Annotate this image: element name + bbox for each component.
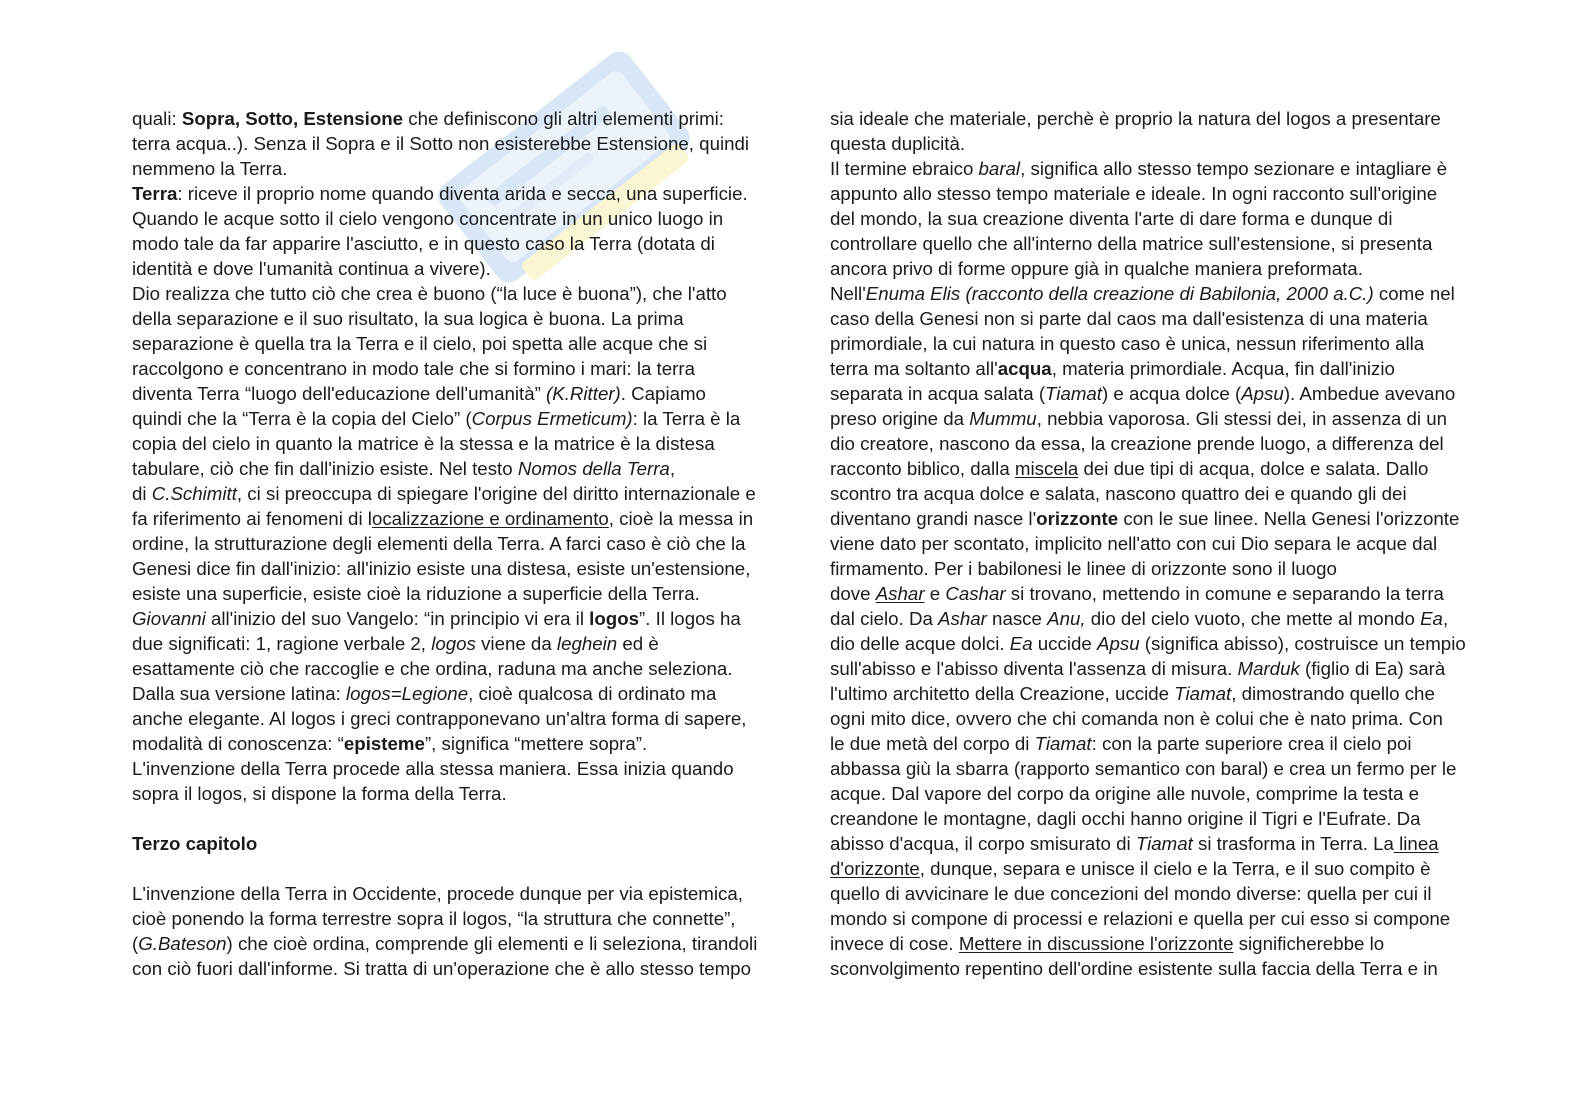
- text-run: si trovano, mettendo in comune e separando la terra: [1005, 583, 1444, 604]
- text-line: [830, 106, 1490, 131]
- text-line: [830, 256, 1490, 281]
- text-run: (figlio di Ea) sarà: [1299, 658, 1446, 679]
- italic-text: logos=Legione: [346, 683, 469, 704]
- text-line: [830, 831, 1490, 856]
- text-run: . Capiamo: [620, 383, 706, 404]
- italic-text: Tiamat: [1045, 383, 1102, 404]
- italic-text: leghein: [556, 633, 618, 654]
- text-line: [830, 331, 1490, 356]
- text-run: quello di avvicinare le due concezioni del mondo diverse: quella per cui il: [830, 883, 1432, 904]
- italic-text: Anu,: [1047, 608, 1086, 629]
- text-run: diventa Terra “luogo dell'educazione dell'umanità”: [132, 383, 547, 404]
- text-run: , dimostrando quello che: [1231, 683, 1435, 704]
- bold-text: episteme: [343, 733, 425, 754]
- text-line: [830, 281, 1490, 306]
- text-run: (significa abisso), costruisce un tempio: [1139, 633, 1466, 654]
- italic-text: Tiamat: [1174, 683, 1232, 704]
- text-run: terra ma soltanto all': [830, 358, 998, 379]
- text-run: , dunque, separa e unisce il cielo e la Terra, e il suo compito è: [919, 858, 1431, 879]
- underlined-text: miscela: [1014, 458, 1079, 479]
- italic-text: Giovanni: [132, 608, 206, 629]
- text-run: dio del cielo vuoto, che mette al mondo: [1085, 608, 1421, 629]
- text-run: ”, significa “mettere sopra”.: [424, 733, 648, 754]
- text-run: ordine, la strutturazione degli elementi della Terra. A farci caso è ciò che la: [132, 533, 746, 554]
- text-line: [132, 906, 792, 931]
- text-line: [132, 531, 792, 556]
- bold-text: Terra: [132, 183, 178, 204]
- left-column: [132, 106, 792, 981]
- text-line: [132, 556, 792, 581]
- text-line: [132, 631, 792, 656]
- text-run: quindi che la “Terra è la copia del Cielo” (: [132, 408, 472, 429]
- italic-text: Ashar: [938, 608, 987, 629]
- text-line: [132, 731, 792, 756]
- text-run: acque. Dal vapore del corpo da origine alle nuvole, comprime la testa e: [830, 783, 1419, 804]
- text-line: [132, 656, 792, 681]
- text-run: Genesi dice fin dall'inizio: all'inizio esiste una distesa, esiste un'estensione,: [132, 558, 751, 579]
- text-run: nemmeno la Terra.: [132, 158, 288, 179]
- bold-text: Sopra, Sotto, Estensione: [181, 108, 404, 129]
- text-line: [132, 106, 792, 131]
- text-run: dal cielo. Da: [830, 608, 939, 629]
- text-run: abbassa giù la sbarra (rapporto semantico con baral) e crea un fermo per le: [830, 758, 1457, 779]
- italic-text: logos: [431, 633, 476, 654]
- text-line: [132, 406, 792, 431]
- text-run: scontro tra acqua dolce e salata, nascono quattro dei e quando gli dei: [830, 483, 1407, 504]
- text-run: sia ideale che materiale, perchè è proprio la natura del logos a presentare: [830, 108, 1441, 129]
- text-run: Nell': [830, 283, 866, 304]
- italic-text: Ea: [1420, 608, 1443, 629]
- text-line: [830, 381, 1490, 406]
- text-line: [132, 506, 792, 531]
- text-run: creandone le montagne, dagli occhi hanno origine il Tigri e l'Eufrate. Da: [830, 808, 1421, 829]
- text-run: esattamente ciò che raccoglie e che ordina, raduna ma anche seleziona.: [132, 658, 733, 679]
- bold-text: logos: [589, 608, 640, 629]
- text-run: ,: [1442, 608, 1449, 629]
- text-line: [132, 481, 792, 506]
- italic-text: (K.Ritter): [546, 383, 621, 404]
- text-line: [830, 931, 1490, 956]
- text-run: l'ultimo architetto della Creazione, uccide: [830, 683, 1175, 704]
- text-line: [830, 606, 1490, 631]
- text-run: , ci si preoccupa di spiegare l'origine del diritto internazionale e: [236, 483, 756, 504]
- italic-text: Mummu: [969, 408, 1037, 429]
- text-line: [132, 606, 792, 631]
- text-line: [132, 181, 792, 206]
- text-run: terra acqua..). Senza il Sopra e il Sotto non esisterebbe Estensione, quindi: [132, 133, 750, 154]
- text-run: copia del cielo in quanto la matrice è la stessa e la matrice è la distesa: [132, 433, 715, 454]
- text-line: [830, 506, 1490, 531]
- text-line: [132, 306, 792, 331]
- text-run: Dio realizza che tutto ciò che crea è buono (“la luce è buona”), che l'atto: [132, 283, 727, 304]
- text-line: [830, 581, 1490, 606]
- text-line: [830, 156, 1490, 181]
- text-run: racconto biblico, dalla: [830, 458, 1015, 479]
- text-line: [132, 156, 792, 181]
- text-run: , nebbia vaporosa. Gli stessi dei, in assenza di un: [1036, 408, 1448, 429]
- bold-text: acqua: [997, 358, 1052, 379]
- text-run: ,: [669, 458, 676, 479]
- text-line: [830, 231, 1490, 256]
- text-line: [830, 806, 1490, 831]
- text-line: [132, 331, 792, 356]
- text-line: [830, 856, 1490, 881]
- text-run: modalità di conoscenza: “: [132, 733, 344, 754]
- blank-line: [132, 806, 792, 831]
- text-line: [132, 956, 792, 981]
- text-run: ”. Il logos ha: [639, 608, 741, 629]
- text-line: [830, 306, 1490, 331]
- text-run: le due metà del corpo di: [830, 733, 1035, 754]
- text-line: [830, 631, 1490, 656]
- text-run: con ciò fuori dall'informe. Si tratta di un'operazione che è allo stesso tempo: [132, 958, 751, 979]
- text-line: [132, 881, 792, 906]
- italic-text: Nomos della Terra: [517, 458, 670, 479]
- text-line: [830, 456, 1490, 481]
- text-run: invece di cose.: [830, 933, 959, 954]
- text-line: [830, 356, 1490, 381]
- italic-text: Enuma Elis (racconto della creazione di Babilonia, 2000 a.C.): [865, 283, 1374, 304]
- text-run: abisso d'acqua, il corpo smisurato di: [830, 833, 1136, 854]
- text-run: : con la parte superiore crea il cielo poi: [1091, 733, 1412, 754]
- text-run: dei due tipi di acqua, dolce e salata. Dallo: [1078, 458, 1429, 479]
- text-run: di: [132, 483, 152, 504]
- text-line: [132, 456, 792, 481]
- italic-text: Tiamat: [1135, 833, 1193, 854]
- text-run: L'invenzione della Terra in Occidente, procede dunque per via epistemica,: [132, 883, 743, 904]
- text-line: [132, 756, 792, 781]
- text-run: fa riferimento ai fenomeni di l: [132, 508, 372, 529]
- text-line: [830, 681, 1490, 706]
- text-run: esiste una superficie, esiste cioè la riduzione a superficie della Terra.: [132, 583, 700, 604]
- text-line: [132, 681, 792, 706]
- text-run: con le sue linee. Nella Genesi l'orizzonte: [1118, 508, 1460, 529]
- text-run: del mondo, la sua creazione diventa l'arte di dare forma e dunque di: [830, 208, 1393, 229]
- text-line: [830, 531, 1490, 556]
- text-run: viene da: [475, 633, 557, 654]
- underlined-text: d'orizzonte: [830, 858, 920, 879]
- text-line: [132, 206, 792, 231]
- text-run: separazione è quella tra la Terra e il cielo, poi spetta alle acque che si: [132, 333, 708, 354]
- text-run: separata in acqua salata (: [830, 383, 1046, 404]
- text-run: ). Ambedue avevano: [1283, 383, 1456, 404]
- text-run: dio creatore, nascono da essa, la creazione prende luogo, a differenza del: [830, 433, 1444, 454]
- text-run: ed è: [617, 633, 659, 654]
- text-run: della separazione e il suo risultato, la sua logica è buona. La prima: [132, 308, 684, 329]
- text-run: Quando le acque sotto il cielo vengono concentrate in un unico luogo in: [132, 208, 724, 229]
- text-run: controllare quello che all'interno della matrice sull'estensione, si presenta: [830, 233, 1433, 254]
- text-line: [830, 656, 1490, 681]
- text-run: che definiscono gli altri elementi primi:: [403, 108, 724, 129]
- text-line: [132, 431, 792, 456]
- text-run: ) che cioè ordina, comprende gli elementi e li seleziona, tirandoli: [226, 933, 758, 954]
- text-line: [132, 931, 792, 956]
- text-run: dio delle acque dolci.: [830, 633, 1010, 654]
- underlined-text: ocalizzazione e ordinamento: [371, 508, 609, 529]
- text-line: [132, 356, 792, 381]
- italic-underlined-text: Ashar: [875, 583, 925, 604]
- italic-text: Apsu: [1241, 383, 1284, 404]
- text-run: Dalla sua versione latina:: [132, 683, 346, 704]
- text-run: sconvolgimento repentino dell'ordine esistente sulla faccia della Terra e in: [830, 958, 1438, 979]
- text-run: uccide: [1032, 633, 1097, 654]
- text-line: [830, 881, 1490, 906]
- text-line: [132, 281, 792, 306]
- text-run: viene dato per scontato, implicito nell'atto con cui Dio separa le acque dal: [830, 533, 1438, 554]
- text-run: nasce: [986, 608, 1048, 629]
- text-run: anche elegante. Al logos i greci contrapponevano un'altra forma di sapere,: [132, 708, 747, 729]
- section-heading: Terzo capitolo: [132, 833, 258, 854]
- text-line: [132, 381, 792, 406]
- italic-text: G.Bateson: [138, 933, 227, 954]
- text-run: sopra il logos, si dispone la forma della Terra.: [132, 783, 507, 804]
- text-line: [132, 706, 792, 731]
- italic-text: baral: [978, 158, 1021, 179]
- text-run: , cioè qualcosa di ordinato ma: [468, 683, 717, 704]
- italic-text: Corpus Ermeticum): [471, 408, 633, 429]
- text-line: [830, 131, 1490, 156]
- text-run: due significati: 1, ragione verbale 2,: [132, 633, 432, 654]
- text-run: , materia primordiale. Acqua, fin dall'inizio: [1051, 358, 1395, 379]
- text-run: , significa allo stesso tempo sezionare e intagliare è: [1020, 158, 1448, 179]
- text-run: e: [924, 583, 946, 604]
- text-run: si trasforma in Terra. La: [1192, 833, 1394, 854]
- underlined-text: linea: [1393, 833, 1439, 854]
- text-run: cioè ponendo la forma terrestre sopra il logos, “la struttura che connette”,: [132, 908, 736, 929]
- text-line: [132, 231, 792, 256]
- italic-text: Ea: [1009, 633, 1033, 654]
- text-line: [830, 731, 1490, 756]
- text-run: : riceve il proprio nome quando diventa arida e secca, una superficie.: [177, 183, 748, 204]
- text-run: mondo si compone di processi e relazioni e quella per cui esso si compone: [830, 908, 1451, 929]
- text-line: [830, 906, 1490, 931]
- underlined-text: Mettere in discussione l'orizzonte: [958, 933, 1234, 954]
- text-run: sull'abisso e l'abisso diventa l'assenza di misura.: [830, 658, 1238, 679]
- text-run: all'inizio del suo Vangelo: “in principio vi era il: [205, 608, 590, 629]
- italic-text: Apsu: [1097, 633, 1140, 654]
- text-run: caso della Genesi non si parte dal caos ma dall'esistenza di una materia: [830, 308, 1428, 329]
- text-run: ) e acqua dolce (: [1102, 383, 1242, 404]
- text-run: L'invenzione della Terra procede alla stessa maniera. Essa inizia quando: [132, 758, 734, 779]
- text-run: diventano grandi nasce l': [830, 508, 1037, 529]
- text-run: (: [132, 933, 139, 954]
- text-run: come nel: [1373, 283, 1455, 304]
- text-run: raccolgono e concentrano in modo tale che si formino i mari: la terra: [132, 358, 695, 379]
- text-line: [830, 431, 1490, 456]
- text-run: Il termine ebraico: [830, 158, 979, 179]
- text-run: , cioè la messa in: [608, 508, 754, 529]
- text-line: [132, 256, 792, 281]
- text-run: significherebbe lo: [1233, 933, 1385, 954]
- text-run: identità e dove l'umanità continua a vivere).: [132, 258, 491, 279]
- text-run: ogni mito dice, ovvero che chi comanda non è colui che è nato prima. Con: [830, 708, 1443, 729]
- text-run: tabulare, ciò che fin dall'inizio esiste. Nel testo: [132, 458, 518, 479]
- blank-line: [132, 856, 792, 881]
- text-run: appunto allo stesso tempo materiale e ideale. In ogni racconto sull'origine: [830, 183, 1438, 204]
- text-run: dove: [830, 583, 876, 604]
- bold-text: orizzonte: [1036, 508, 1119, 529]
- text-run: questa duplicità.: [830, 133, 966, 154]
- text-run: modo tale da far apparire l'asciutto, e in questo caso la Terra (dotata di: [132, 233, 715, 254]
- text-line: [830, 556, 1490, 581]
- text-line: [132, 581, 792, 606]
- text-run: quali:: [132, 108, 182, 129]
- text-run: : la Terra è la: [632, 408, 741, 429]
- text-line: [830, 181, 1490, 206]
- text-line: [830, 481, 1490, 506]
- italic-text: C.Schimitt: [151, 483, 237, 504]
- text-line: [830, 956, 1490, 981]
- text-run: primordiale, la cui natura in questo caso è unica, nessun riferimento alla: [830, 333, 1425, 354]
- text-line: [830, 781, 1490, 806]
- text-run: preso origine da: [830, 408, 970, 429]
- text-line: [830, 756, 1490, 781]
- text-line: [830, 706, 1490, 731]
- text-line: [132, 781, 792, 806]
- text-line: [830, 206, 1490, 231]
- text-run: ancora privo di forme oppure già in qualche maniera preformata.: [830, 258, 1363, 279]
- italic-text: Marduk: [1237, 658, 1300, 679]
- text-run: firmamento. Per i babilonesi le linee di orizzonte sono il luogo: [830, 558, 1337, 579]
- right-column: [830, 106, 1490, 981]
- italic-text: Cashar: [945, 583, 1006, 604]
- italic-text: Tiamat: [1034, 733, 1092, 754]
- text-line: [132, 131, 792, 156]
- text-line: [830, 406, 1490, 431]
